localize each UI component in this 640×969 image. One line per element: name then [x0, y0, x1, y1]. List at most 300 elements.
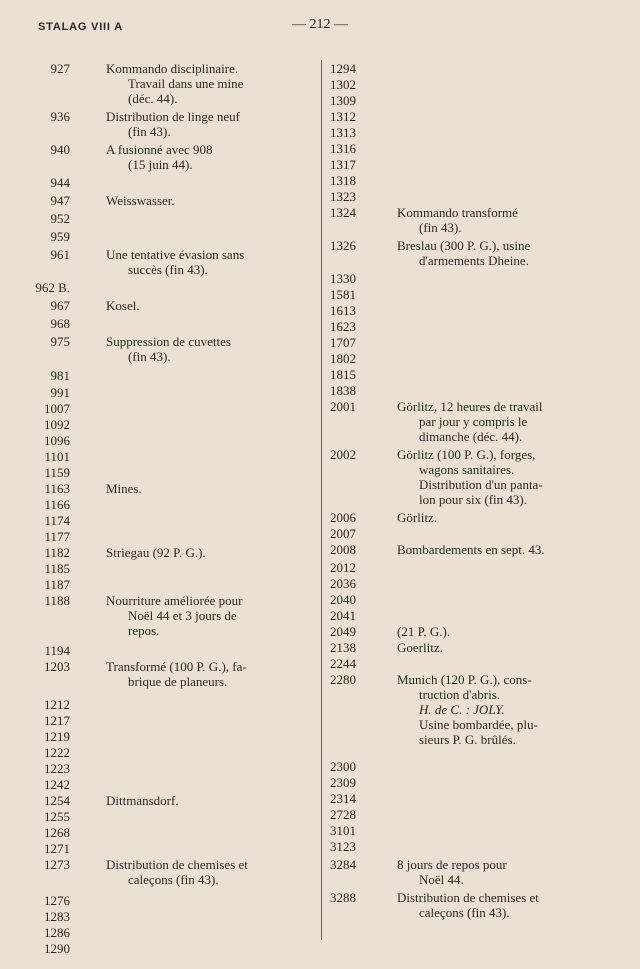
note-line: Munich (120 P. G.), cons- [397, 672, 532, 687]
note-line [106, 713, 316, 728]
kommando-number: 2006 [330, 510, 356, 525]
kommando-note [397, 157, 607, 172]
note-line [106, 925, 316, 940]
note-line: Görlitz, 12 heures de travail [397, 399, 543, 414]
kommando-number: 2300 [330, 759, 356, 774]
note-line [106, 825, 316, 840]
note-line: lon pour six (fin 43). [419, 492, 527, 507]
kommando-entry [327, 447, 607, 507]
kommando-note [397, 576, 607, 591]
kommando-note [106, 465, 316, 480]
kommando-entry [327, 672, 607, 747]
kommando-entry [30, 941, 316, 956]
kommando-entry [30, 841, 316, 856]
kommando-note [106, 761, 316, 776]
kommando-note [397, 560, 607, 575]
kommando-note [397, 447, 607, 507]
kommando-entry [30, 316, 316, 331]
left-column [30, 61, 316, 957]
kommando-number: 1254 [44, 793, 70, 808]
kommando-note [106, 809, 316, 824]
note-line: (déc. 44). [128, 91, 178, 106]
kommando-note [397, 77, 607, 92]
note-line [397, 367, 607, 382]
note-line [397, 319, 607, 334]
note-line: Distribution de linge neuf [106, 109, 240, 124]
kommando-entry [30, 545, 316, 560]
kommando-number: 968 [50, 316, 70, 331]
kommando-number: 1177 [44, 529, 70, 544]
note-line: (fin 43). [128, 349, 171, 364]
note-line: wagons sanitaires. [419, 462, 515, 477]
kommando-number: 1159 [44, 465, 70, 480]
kommando-entry [30, 561, 316, 576]
note-line [106, 761, 316, 776]
note-line [397, 839, 607, 854]
kommando-note [106, 545, 316, 560]
kommando-entry [327, 367, 607, 382]
kommando-number: 3284 [330, 857, 356, 872]
note-line: Usine bombardée, plu- [419, 717, 538, 732]
right-column [327, 61, 607, 921]
kommando-number: 3123 [330, 839, 356, 854]
kommando-note [397, 173, 607, 188]
kommando-note [106, 941, 316, 956]
note-line [106, 529, 316, 544]
kommando-note [106, 109, 316, 139]
kommando-number: 991 [50, 385, 70, 400]
page-number: — 212 — [292, 17, 348, 32]
kommando-number: 2314 [330, 791, 356, 806]
kommando-entry [30, 761, 316, 776]
kommando-number: 1294 [330, 61, 356, 76]
kommando-number: 1222 [44, 745, 70, 760]
kommando-number: 1174 [44, 513, 70, 528]
note-line [397, 125, 607, 140]
kommando-entry [30, 61, 316, 106]
note-line: Distribution d'un panta- [419, 477, 543, 492]
kommando-note [397, 526, 607, 541]
kommando-entry [30, 713, 316, 728]
kommando-number: 936 [50, 109, 70, 124]
kommando-note [106, 280, 316, 295]
kommando-note [106, 593, 316, 638]
kommando-entry [30, 659, 316, 689]
kommando-number: 940 [50, 142, 70, 157]
kommando-number: 962 B. [35, 280, 70, 295]
note-line: Noël 44. [419, 872, 464, 887]
kommando-note [397, 109, 607, 124]
kommando-number: 967 [50, 298, 70, 313]
kommando-entry [30, 193, 316, 208]
kommando-entry [327, 77, 607, 92]
kommando-entry [327, 807, 607, 822]
kommando-number: 2138 [330, 640, 356, 655]
kommando-number: 1623 [330, 319, 356, 334]
kommando-number: 1309 [330, 93, 356, 108]
kommando-number: 2049 [330, 624, 356, 639]
kommando-number: 2012 [330, 560, 356, 575]
note-line: Distribution de chemises et [397, 890, 539, 905]
kommando-number: 1268 [44, 825, 70, 840]
kommando-entry [30, 593, 316, 638]
kommando-entry [327, 640, 607, 655]
kommando-note [397, 759, 607, 774]
note-line: Goerlitz. [397, 640, 443, 655]
kommando-note [397, 823, 607, 838]
note-line [106, 941, 316, 956]
kommando-note [106, 643, 316, 658]
note-line [106, 909, 316, 924]
note-line: Mines. [106, 481, 142, 496]
note-line: (15 juin 44). [128, 157, 193, 172]
kommando-note [106, 577, 316, 592]
kommando-note [397, 775, 607, 790]
note-line: H. de C. : JOLY. [419, 702, 505, 717]
kommando-entry [327, 383, 607, 398]
kommando-note [397, 624, 607, 639]
note-line [106, 368, 316, 383]
note-line: Suppression de cuvettes [106, 334, 231, 349]
kommando-number: 2036 [330, 576, 356, 591]
note-line [106, 561, 316, 576]
kommando-note [106, 513, 316, 528]
kommando-note [106, 142, 316, 172]
note-line: repos. [128, 623, 160, 638]
kommando-entry [30, 211, 316, 226]
column-divider [321, 60, 322, 940]
kommando-entry [327, 351, 607, 366]
kommando-number: 1581 [330, 287, 356, 302]
kommando-note [106, 561, 316, 576]
kommando-entry [327, 656, 607, 671]
note-line [106, 449, 316, 464]
kommando-entry [327, 238, 607, 268]
kommando-number: 1187 [44, 577, 70, 592]
kommando-note [106, 925, 316, 940]
kommando-entry [327, 271, 607, 286]
kommando-number: 1101 [44, 449, 70, 464]
kommando-entry [30, 697, 316, 712]
kommando-note [106, 697, 316, 712]
kommando-entry [30, 809, 316, 824]
kommando-entry [30, 175, 316, 190]
kommando-number: 2008 [330, 542, 356, 557]
kommando-number: 1255 [44, 809, 70, 824]
note-line [397, 656, 607, 671]
note-line [397, 775, 607, 790]
kommando-number: 1271 [44, 841, 70, 856]
kommando-entry [30, 109, 316, 139]
kommando-entry [327, 857, 607, 887]
note-line [397, 823, 607, 838]
kommando-note [397, 542, 607, 557]
kommando-number: 1242 [44, 777, 70, 792]
kommando-number: 1324 [330, 205, 356, 220]
kommando-number: 1802 [330, 351, 356, 366]
note-line [397, 807, 607, 822]
kommando-entry [30, 893, 316, 908]
kommando-entry [30, 925, 316, 940]
note-line: Travail dans une mine [128, 76, 244, 91]
kommando-entry [327, 205, 607, 235]
kommando-number: 2001 [330, 399, 356, 414]
note-line: sieurs P. G. brûlés. [419, 732, 516, 747]
kommando-number: 2244 [330, 656, 356, 671]
kommando-number: 1815 [330, 367, 356, 382]
kommando-entry [327, 839, 607, 854]
kommando-note [397, 890, 607, 920]
kommando-note [397, 608, 607, 623]
kommando-note [397, 383, 607, 398]
kommando-note [397, 656, 607, 671]
note-line: Kommando transformé [397, 205, 518, 220]
note-line [397, 351, 607, 366]
kommando-note [106, 175, 316, 190]
note-line [106, 401, 316, 416]
note-line: caleçons (fin 43). [419, 905, 510, 920]
note-line: A fusionné avec 908 [106, 142, 213, 157]
kommando-note [106, 497, 316, 512]
kommando-number: 1219 [44, 729, 70, 744]
kommando-number: 2002 [330, 447, 356, 462]
kommando-entry [327, 157, 607, 172]
kommando-number: 2007 [330, 526, 356, 541]
kommando-number: 1707 [330, 335, 356, 350]
note-line: (fin 43). [128, 124, 171, 139]
note-line [397, 335, 607, 350]
kommando-number: 1290 [44, 941, 70, 956]
kommando-number: 1188 [44, 593, 70, 608]
note-line: par jour y compris le [419, 414, 528, 429]
kommando-entry [327, 319, 607, 334]
kommando-number: 1203 [44, 659, 70, 674]
kommando-note [106, 793, 316, 808]
kommando-number: 961 [50, 247, 70, 262]
kommando-note [106, 841, 316, 856]
kommando-number: 1838 [330, 383, 356, 398]
kommando-note [397, 839, 607, 854]
kommando-number: 1613 [330, 303, 356, 318]
kommando-number: 1166 [44, 497, 70, 512]
note-line: dimanche (déc. 44). [419, 429, 523, 444]
kommando-number: 1223 [44, 761, 70, 776]
kommando-number: 927 [50, 61, 70, 76]
kommando-number: 975 [50, 334, 70, 349]
kommando-number: 1194 [44, 643, 70, 658]
kommando-entry [30, 298, 316, 313]
kommando-note [106, 298, 316, 313]
kommando-entry [327, 125, 607, 140]
note-line [106, 729, 316, 744]
note-line [397, 93, 607, 108]
kommando-entry [30, 368, 316, 383]
kommando-number: 1318 [330, 173, 356, 188]
note-line [106, 697, 316, 712]
kommando-note [106, 659, 316, 689]
kommando-note [106, 777, 316, 792]
note-line [106, 893, 316, 908]
note-line: Dittmansdorf. [106, 793, 179, 808]
kommando-number: 3101 [330, 823, 356, 838]
kommando-entry [327, 526, 607, 541]
kommando-note [397, 238, 607, 268]
note-line: brique de planeurs. [128, 674, 228, 689]
kommando-number: 981 [50, 368, 70, 383]
kommando-entry [30, 577, 316, 592]
note-line [106, 417, 316, 432]
kommando-note [397, 510, 607, 525]
kommando-note [397, 141, 607, 156]
kommando-note [106, 401, 316, 416]
kommando-number: 1276 [44, 893, 70, 908]
kommando-entry [327, 775, 607, 790]
kommando-note [106, 211, 316, 226]
kommando-note [397, 189, 607, 204]
note-line [106, 385, 316, 400]
kommando-entry [30, 729, 316, 744]
kommando-note [397, 287, 607, 302]
kommando-entry [327, 560, 607, 575]
running-title: STALAG VIII A [38, 21, 123, 33]
kommando-entry [327, 61, 607, 76]
note-line [397, 61, 607, 76]
kommando-entry [327, 109, 607, 124]
kommando-number: 959 [50, 229, 70, 244]
kommando-note [106, 745, 316, 760]
kommando-number: 1323 [330, 189, 356, 204]
note-line [397, 271, 607, 286]
note-line [397, 109, 607, 124]
kommando-number: 1007 [44, 401, 70, 416]
kommando-number: 1273 [44, 857, 70, 872]
note-line [397, 383, 607, 398]
kommando-note [106, 229, 316, 244]
kommando-note [106, 417, 316, 432]
kommando-note [106, 433, 316, 448]
kommando-note [397, 367, 607, 382]
note-line: Striegau (92 P. G.). [106, 545, 206, 560]
kommando-entry [327, 624, 607, 639]
kommando-number: 944 [50, 175, 70, 190]
kommando-note [106, 193, 316, 208]
kommando-entry [327, 542, 607, 557]
note-line: Kosel. [106, 298, 140, 313]
kommando-entry [327, 791, 607, 806]
kommando-entry [327, 399, 607, 444]
note-line [106, 513, 316, 528]
note-line: Nourriture améliorée pour [106, 593, 243, 608]
kommando-entry [30, 777, 316, 792]
kommando-entry [30, 334, 316, 364]
note-line: Görlitz. [397, 510, 438, 525]
kommando-note [106, 893, 316, 908]
kommando-entry [327, 335, 607, 350]
kommando-entry [30, 401, 316, 416]
kommando-note [106, 529, 316, 544]
note-line [106, 229, 316, 244]
kommando-number: 3288 [330, 890, 356, 905]
note-line [106, 841, 316, 856]
kommando-entry [327, 173, 607, 188]
note-line [397, 173, 607, 188]
kommando-entry [30, 142, 316, 172]
kommando-note [106, 247, 316, 277]
kommando-number: 1096 [44, 433, 70, 448]
kommando-note [106, 729, 316, 744]
note-line [397, 77, 607, 92]
kommando-entry [327, 890, 607, 920]
kommando-entry [30, 280, 316, 295]
kommando-entry [327, 287, 607, 302]
kommando-number: 2728 [330, 807, 356, 822]
note-line [397, 791, 607, 806]
note-line: Breslau (300 P. G.), usine [397, 238, 531, 253]
note-line: Noël 44 et 3 jours de [128, 608, 237, 623]
note-line [106, 211, 316, 226]
kommando-entry [327, 576, 607, 591]
kommando-note [397, 271, 607, 286]
kommando-note [106, 368, 316, 383]
page-header [0, 0, 640, 40]
kommando-note [106, 713, 316, 728]
note-line [397, 560, 607, 575]
kommando-entry [30, 433, 316, 448]
kommando-entry [327, 823, 607, 838]
note-line [397, 526, 607, 541]
note-line: Distribution de chemises et [106, 857, 248, 872]
kommando-note [397, 857, 607, 887]
kommando-number: 2040 [330, 592, 356, 607]
kommando-entry [30, 385, 316, 400]
note-line [106, 433, 316, 448]
kommando-note [397, 303, 607, 318]
note-line [106, 175, 316, 190]
kommando-note [106, 385, 316, 400]
note-line [106, 777, 316, 792]
kommando-note [106, 909, 316, 924]
kommando-number: 1317 [330, 157, 356, 172]
kommando-note [397, 640, 607, 655]
kommando-number: 1182 [44, 545, 70, 560]
note-line [397, 287, 607, 302]
note-line: d'armements Dheine. [419, 253, 529, 268]
kommando-note [397, 807, 607, 822]
kommando-entry [327, 303, 607, 318]
kommando-entry [327, 592, 607, 607]
kommando-entry [327, 93, 607, 108]
kommando-entry [30, 417, 316, 432]
note-line [397, 189, 607, 204]
note-line [106, 497, 316, 512]
kommando-note [397, 791, 607, 806]
note-line [397, 157, 607, 172]
note-line: truction d'abris. [419, 687, 501, 702]
note-line [106, 745, 316, 760]
kommando-note [397, 672, 607, 747]
kommando-number: 1283 [44, 909, 70, 924]
note-line [106, 465, 316, 480]
kommando-note [106, 61, 316, 106]
note-line: Kommando disciplinaire. [106, 61, 239, 76]
kommando-number: 1326 [330, 238, 356, 253]
kommando-entry [30, 909, 316, 924]
kommando-note [397, 125, 607, 140]
note-line: Transformé (100 P. G.), fa- [106, 659, 247, 674]
kommando-entry [30, 465, 316, 480]
note-line [106, 809, 316, 824]
kommando-note [106, 316, 316, 331]
